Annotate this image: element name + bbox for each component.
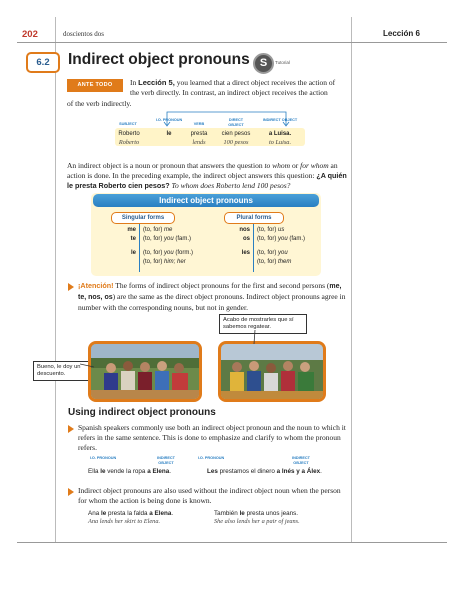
example-sentence-4: También le presta unos jeans. (214, 510, 299, 517)
plural-meaning-os: (to, for) you (fam.) (257, 236, 306, 242)
singular-pronoun-te: te (130, 236, 136, 242)
bubble-tail-left (80, 362, 94, 370)
diagram-es-direct-object: cien pesos (221, 131, 251, 137)
using-paragraph: Spanish speakers commonly use both an indirect object pronoun and the noun to which it refers in the same sentence. This is done to emphasize and clarify to whom the pronoun refers. (78, 423, 346, 452)
using-heading: Using indirect object pronouns (68, 407, 216, 418)
diagram-es-verb: presta (190, 131, 208, 137)
intro-paragraph-end: of the verb indirectly. (67, 99, 132, 108)
example-sentence-3: Ana le presta la falda a Elena. (88, 510, 174, 517)
diagram-es-indirect-object: a Luisa. (268, 131, 292, 137)
diagram-label-direct-object: DIRECT OBJECT (228, 118, 244, 127)
singular-meaning-le-him-her: (to, for) him; her (143, 259, 186, 265)
page-number: 202 (22, 29, 38, 40)
example-label-io-pronoun-1: I.O. PRONOUN (89, 456, 117, 460)
diagram-label-io-pronoun: I.O. PRONOUN (155, 118, 183, 122)
photo-market-left (88, 341, 202, 402)
pronoun-table-title: Indirect object pronouns (93, 194, 319, 207)
diagram-label-indirect-object: INDIRECT OBJECT (262, 118, 298, 122)
definition-paragraph: An indirect object is a noun or pronoun that answers the question to whom or for whom an action is done. In the preceding example, the indirect object answers this question: ¿A quién le presta Roberto cien pesos? To whom does Roberto lend 100 pesos? (67, 161, 347, 190)
plural-meaning-les-you: (to, for) you (257, 250, 288, 256)
plural-forms-heading: Plural forms (224, 212, 284, 224)
bullet-arrow-icon-3 (68, 488, 74, 496)
example-label-indirect-object-1: INDIRECT OBJECT (157, 456, 175, 465)
atencion-paragraph: ¡Atención! The forms of indirect object pronouns for the first and second persons (me, te, nos, os) are the same as the direct object pronouns. Indirect object pronouns agree in number with the corresponding nouns, but not in gender. (78, 281, 346, 312)
example-translation-3: Ana lends her skirt to Elena. (88, 518, 161, 525)
singular-divider (139, 224, 140, 272)
section-number-badge: 6.2 (26, 52, 60, 73)
speech-bubble-right: Acabo de mostrarles que sí sabemos regatear. (219, 314, 307, 334)
plural-pronoun-nos: nos (239, 227, 250, 233)
plural-meaning-les-them: (to, for) them (257, 259, 292, 265)
plural-pronoun-les: les (241, 250, 250, 256)
page-number-words: doscientos dos (63, 30, 105, 38)
ante-todo-badge: ANTE TODO (67, 79, 123, 92)
header-rule (17, 42, 447, 43)
singular-forms-heading: Singular forms (111, 212, 175, 224)
plural-pronoun-os: os (242, 236, 250, 242)
diagram-label-verb: VERB (193, 122, 205, 126)
diagram-label-subject: SUBJECT (119, 122, 137, 126)
right-margin-rule (351, 17, 352, 542)
bullet-arrow-icon-2 (68, 425, 74, 433)
speech-bubble-left: Bueno, le doy un descuento. (33, 361, 89, 381)
tutorial-label[interactable]: Tutorial (275, 60, 290, 65)
tutorial-icon[interactable]: S (253, 53, 274, 74)
bubble-tail-right (250, 330, 260, 344)
example-sentence-1: Ella le vende la ropa a Elena. (88, 468, 171, 475)
diagram-es-io-pronoun: le (166, 131, 172, 137)
example-sentence-2: Les prestamos el dinero a Inés y a Álex. (207, 468, 322, 475)
diagram-es-subject: Roberto (118, 131, 140, 137)
diagram-en-direct-object: 100 pesos (223, 139, 249, 146)
singular-meaning-te: (to, for) you (fam.) (143, 236, 192, 242)
example-translation-4: She also lends her a pair of jeans. (214, 518, 300, 525)
left-margin-rule (55, 17, 56, 542)
singular-meaning-le-you: (to, for) you (form.) (143, 250, 194, 256)
singular-meaning-me: (to, for) me (143, 227, 173, 233)
plural-meaning-nos: (to, for) us (257, 227, 285, 233)
chapter-label: Lección 6 (383, 29, 420, 38)
example-label-indirect-object-2: INDIRECT OBJECT (292, 456, 310, 465)
plural-divider (253, 224, 254, 272)
diagram-en-subject: Roberto (118, 139, 140, 146)
example-label-io-pronoun-2: I.O. PRONOUN (197, 456, 225, 460)
diagram-en-indirect-object: to Luisa. (268, 139, 292, 146)
footer-rule (17, 542, 447, 543)
singular-pronoun-le: le (130, 250, 136, 256)
bullet-arrow-icon (68, 283, 74, 291)
without-noun-paragraph: Indirect object pronouns are also used without the indirect object noun when the person for whom the action is being done is known. (78, 486, 341, 505)
diagram-en-verb: lends (192, 139, 206, 146)
section-title: Indirect object pronouns (68, 51, 250, 68)
intro-paragraph: In Lección 5, you learned that a direct object receives the action of the verb directly. In contrast, an indirect object receives the action (130, 78, 336, 97)
singular-pronoun-me: me (127, 227, 136, 233)
photo-market-right (218, 341, 326, 402)
